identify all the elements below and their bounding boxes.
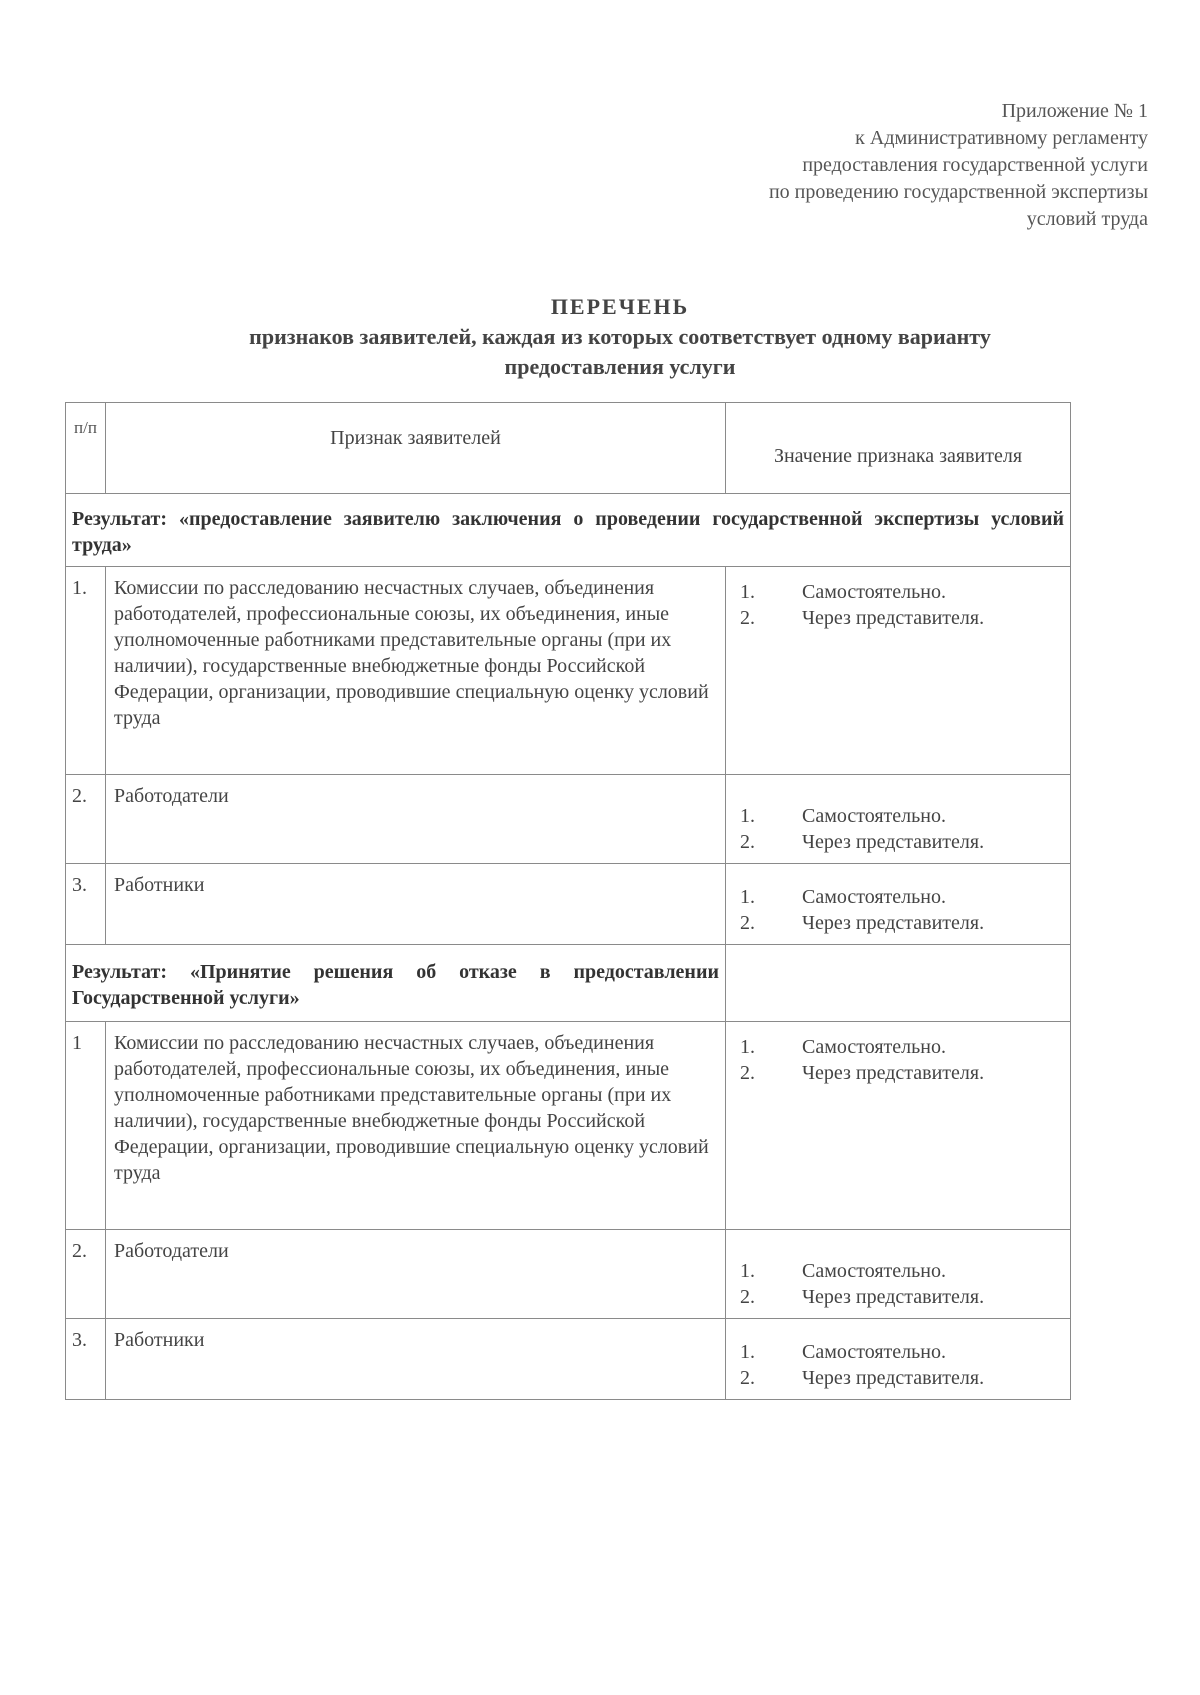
- value-text: Через представителя.: [802, 607, 985, 629]
- appendix-line: к Административному регламенту: [855, 127, 1148, 149]
- table-header-row: [66, 403, 1071, 494]
- value-item: [740, 1258, 1060, 1284]
- row-sign: Работники: [106, 864, 726, 945]
- row-sign: Комиссии по расследованию несчастных случаев, объединения работодателей, профессиональные союзы, их объединения, иные уполномоченные работниками представительные органы (при их наличии), государственные внебюджетные фонды Российской Федерации, организации, проводившие специальную оценку условий труда: [106, 567, 726, 775]
- row-values: [726, 1319, 1071, 1400]
- value-text: Самостоятельно.: [802, 581, 946, 603]
- applicant-signs-table: [65, 402, 1071, 1400]
- row-values: [726, 1022, 1071, 1230]
- value-item: [740, 1060, 1060, 1086]
- table-row: [66, 864, 1071, 945]
- row-number: 1.: [66, 567, 106, 775]
- value-item: [740, 1284, 1060, 1310]
- table-row: [66, 1319, 1071, 1400]
- value-num: 1.: [740, 805, 755, 827]
- section-result: Результат: «предоставление заявителю заключения о проведении государственной экспертизы условий труда»: [66, 494, 1071, 567]
- section-result: Результат: «Принятие решения об отказе в предоставлении Государственной услуги»: [66, 945, 726, 1022]
- value-num: 2.: [740, 607, 755, 629]
- row-sign: Комиссии по расследованию несчастных случаев, объединения работодателей, профессиональные союзы, их объединения, иные уполномоченные работниками представительные органы (при их наличии), государственные внебюджетные фонды Российской Федерации, организации, проводившие специальную оценку условий труда: [106, 1022, 726, 1230]
- value-item: [740, 884, 1060, 910]
- value-num: 1.: [740, 886, 755, 908]
- value-num: 1.: [740, 1036, 755, 1058]
- header-value: Значение признака заявителя: [726, 403, 1071, 494]
- value-text: Самостоятельно.: [802, 1341, 946, 1363]
- row-sign: Работники: [106, 1319, 726, 1400]
- value-num: 1.: [740, 581, 755, 603]
- appendix-line: предоставления государственной услуги: [802, 154, 1148, 176]
- value-text: Самостоятельно.: [802, 1036, 946, 1058]
- value-num: 2.: [740, 1367, 755, 1389]
- row-number: 1: [66, 1022, 106, 1230]
- header-num: п/п: [66, 403, 106, 494]
- appendix-line: условий труда: [1026, 208, 1148, 230]
- value-num: 2.: [740, 1286, 755, 1308]
- value-text: Через представителя.: [802, 1286, 985, 1308]
- row-values: [726, 1230, 1071, 1319]
- header-sign: Признак заявителей: [106, 403, 726, 494]
- row-values: [726, 775, 1071, 864]
- row-number: 3.: [66, 1319, 106, 1400]
- row-values: [726, 567, 1071, 775]
- value-num: 1.: [740, 1341, 755, 1363]
- table-row: [66, 1022, 1071, 1230]
- empty-cell: [726, 945, 1071, 1022]
- title-subtitle: предоставления услуги: [504, 354, 736, 379]
- row-number: 2.: [66, 775, 106, 864]
- value-item: [740, 829, 1060, 855]
- value-text: Самостоятельно.: [802, 1260, 946, 1282]
- value-num: 2.: [740, 831, 755, 853]
- value-text: Через представителя.: [802, 1062, 985, 1084]
- value-item: [740, 803, 1060, 829]
- value-item: [740, 910, 1060, 936]
- value-text: Через представителя.: [802, 831, 985, 853]
- appendix-note: [588, 98, 1148, 233]
- value-num: 2.: [740, 912, 755, 934]
- row-values: [726, 864, 1071, 945]
- row-sign: Работодатели: [106, 775, 726, 864]
- value-num: 2.: [740, 1062, 755, 1084]
- table-row: [66, 775, 1071, 864]
- value-text: Через представителя.: [802, 1367, 985, 1389]
- row-sign: Работодатели: [106, 1230, 726, 1319]
- section-result-row: [66, 494, 1071, 567]
- value-item: [740, 1034, 1060, 1060]
- title-main: ПЕРЕЧЕНЬ: [550, 294, 690, 319]
- appendix-line: Приложение № 1: [1001, 100, 1148, 122]
- value-text: Самостоятельно.: [802, 805, 946, 827]
- value-text: Самостоятельно.: [802, 886, 946, 908]
- title-subtitle: признаков заявителей, каждая из которых соответствует одному варианту: [249, 324, 991, 349]
- document-title: [120, 292, 1120, 382]
- value-item: [740, 579, 1060, 605]
- row-number: 2.: [66, 1230, 106, 1319]
- value-item: [740, 605, 1060, 631]
- value-item: [740, 1365, 1060, 1391]
- value-text: Через представителя.: [802, 912, 985, 934]
- table-row: [66, 567, 1071, 775]
- row-number: 3.: [66, 864, 106, 945]
- section-result-row: [66, 945, 1071, 1022]
- table-row: [66, 1230, 1071, 1319]
- value-num: 1.: [740, 1260, 755, 1282]
- appendix-line: по проведению государственной экспертизы: [768, 181, 1148, 203]
- value-item: [740, 1339, 1060, 1365]
